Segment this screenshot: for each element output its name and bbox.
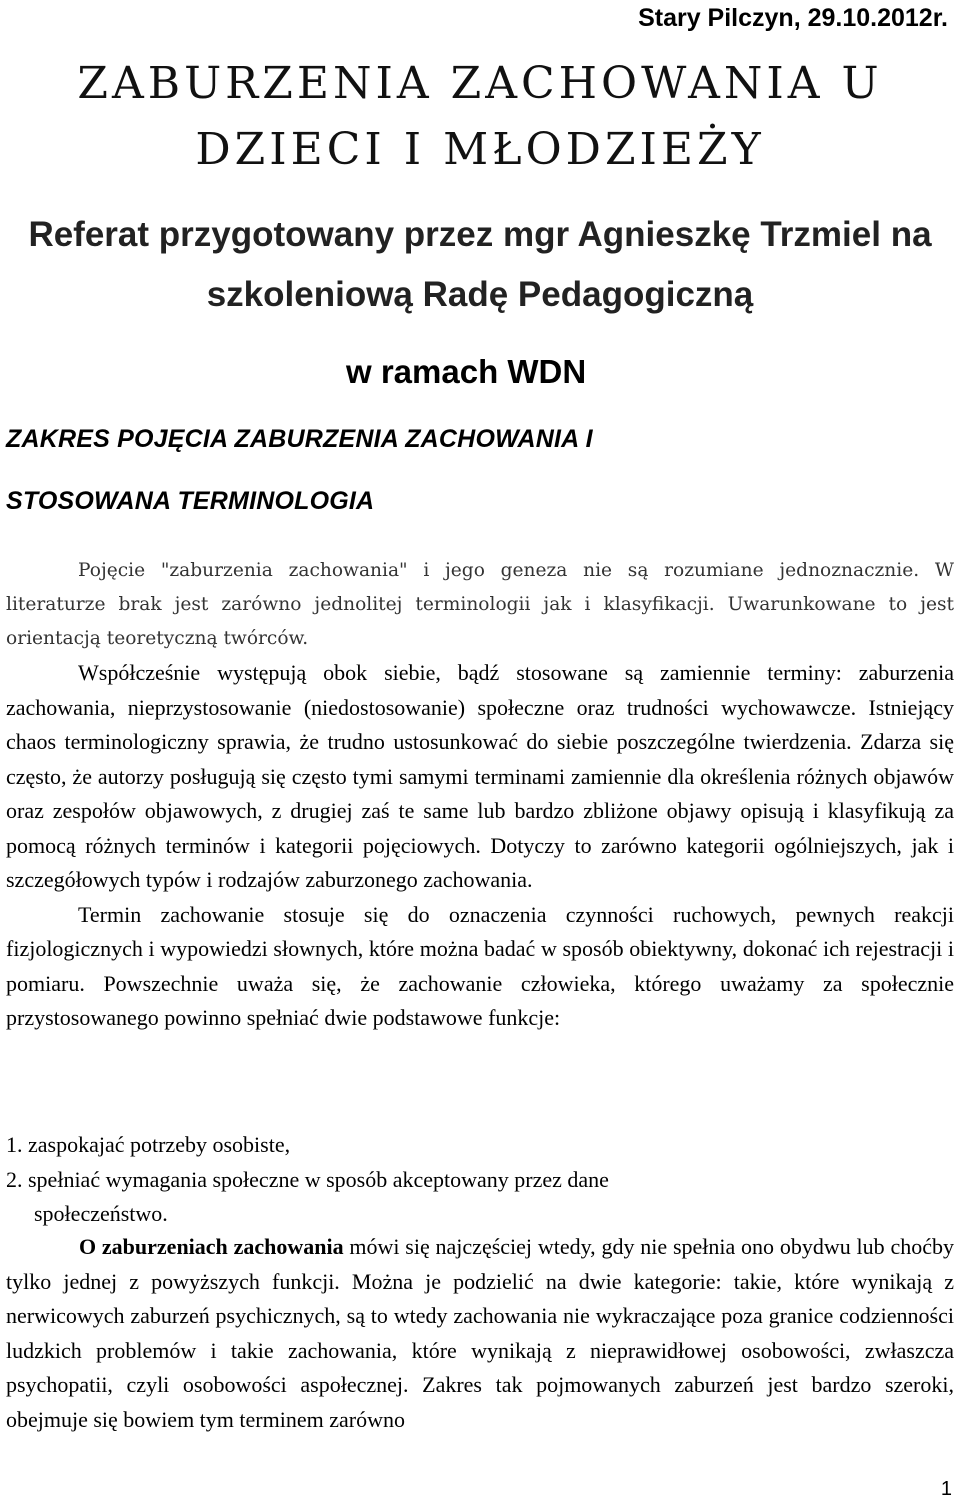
paragraph-1: Pojęcie "zaburzenia zachowania" i jego geneza nie są rozumiane jednoznacznie. W literaturze brak jest zarówno jednolitej terminologii jak i klasyfikacji. Uwarunkowane to jest orientacją teoretyczną twórców. [6, 560, 954, 649]
subtitle-line-2: szkoleniową Radę Pedagogiczną [206, 275, 754, 314]
section-title-line-1: ZAKRES POJĘCIA ZABURZENIA ZACHOWANIA I [6, 425, 593, 453]
list-item-text: spełniać wymagania społeczne w sposób akceptowany przez dane [28, 1166, 609, 1192]
paragraph-4-block [6, 1230, 954, 1437]
paragraph-4-bold-term: O zaburzeniach zachowania [79, 1234, 344, 1259]
list-item [6, 1163, 954, 1232]
document-title-line-1: ZABURZENIA ZACHOWANIA U [77, 58, 883, 109]
paragraph-2: Współcześnie występują obok siebie, bądź stosowane są zamiennie terminy: zaburzenia zachowania, nieprzystosowanie (niedostosowanie) społeczne oraz trudności wychowawcze. Istniejący chaos terminologiczny sprawia, że trudno ustosunkować do siebie poszczególne twierdzenia. Zdarza się często, że autorzy posługują się często tymi samymi terminami zamiennie dla określenia różnych objawów oraz zespołów objawowych, z drugiej zaś te same lub bardzo zbliżone objawy opisują i klasyfikują za pomocą różnych terminów i kategorii pojęciowych. Dotyczy to zarówno kategorii ogólniejszych, jak i szczegółowych typów i rodzajów zaburzonego zachowania. [6, 660, 954, 892]
paragraph-4-text: mówi się najczęściej wtedy, gdy nie spełnia ono obydwu lub choćby tylko jednej z powyższych funkcji. Można je podzielić na dwie kategorie: takie, które wynikają z nerwicowych zaburzeń psychicznych, są to wtedy zachowania nie wykraczające poza granice codzienności ludzkich problemów i takie zachowania, które wynikają z nieprawidłowej osobowości, zwłaszcza psychopatii, czyli osobowości aspołecznej. Zakres tak pojmowanych zaburzeń jest bardzo szeroki, obejmuje się bowiem tym terminem zarówno [6, 1234, 954, 1432]
list-item-number: 1. [6, 1132, 23, 1157]
functions-list [6, 1128, 954, 1232]
section-title-line-2: STOSOWANA TERMINOLOGIA [6, 487, 375, 515]
paragraph-3: Termin zachowanie stosuje się do oznaczenia czynności ruchowych, pewnych reakcji fizjologicznych i wypowiedzi słownych, które można badać w sposób obiektywny, dokonać ich rejestracji i pomiaru. Powszechnie uważa się, że zachowanie człowieka, którego uważamy za społecznie przystosowanego powinno spełniać dwie podstawowe funkcje: [6, 901, 954, 1030]
list-item-text: zaspokajać potrzeby osobiste, [28, 1132, 291, 1157]
page-number: 1 [940, 1478, 952, 1500]
document-date: Stary Pilczyn, 29.10.2012r. [638, 4, 948, 32]
subtitle-wdn: w ramach WDN [346, 353, 587, 390]
list-item [6, 1128, 954, 1163]
subtitle-line-1: Referat przygotowany przez mgr Agnieszkę Trzmiel na [28, 215, 932, 254]
list-item-number: 2. [6, 1166, 23, 1192]
paragraph-2-block [6, 656, 954, 1036]
paragraph-4 [6, 1230, 954, 1437]
list-item-continuation: społeczeństwo. [34, 1201, 168, 1226]
document-title-line-2: DZIECI I MŁODZIEŻY [195, 124, 765, 175]
paragraph-1-block [6, 554, 954, 656]
